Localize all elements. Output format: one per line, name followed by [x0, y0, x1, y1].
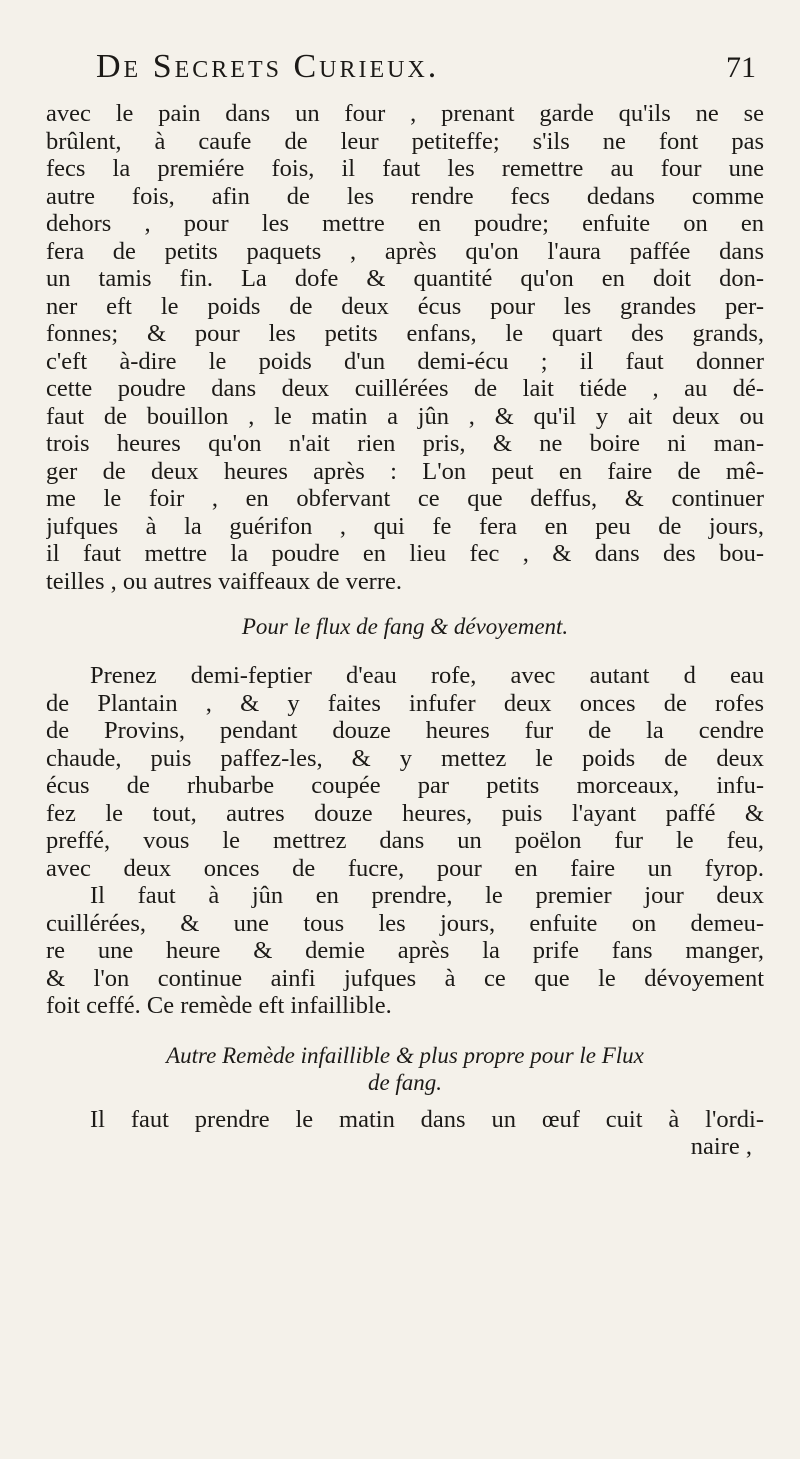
text-line: écus de rhubarbe coupée par petits morceaux, infu-: [46, 772, 764, 799]
text-line: cette poudre dans deux cuillérées de lait tiéde , au dé-: [46, 375, 764, 402]
text-line: foit ceffé. Ce remède eft infaillible.: [46, 992, 392, 1019]
text-line: de Provins, pendant douze heures fur de la cendre: [46, 717, 764, 744]
text-line: avec deux onces de fucre, pour en faire un fyrop.: [46, 854, 764, 882]
text-line: fonnes; & pour les petits enfans, le quart des grands,: [46, 320, 764, 347]
text-line: c'eft à-dire le poids d'un demi-écu ; il faut donner: [46, 347, 764, 375]
text-line: dehors , pour les mettre en poudre; enfuite on en: [46, 210, 764, 237]
paragraph-continued: [46, 100, 764, 595]
text-line: fez le tout, autres douze heures, puis l'ayant paffé &: [46, 799, 764, 827]
paragraph-remedy-2: [46, 1106, 764, 1161]
text-line: faut de bouillon , le matin a jûn , & qu'il y ait deux ou: [46, 402, 764, 430]
text-line: fera de petits paquets , après qu'on l'aura paffée dans: [46, 237, 764, 265]
text-line: avec le pain dans un four , prenant garde qu'ils ne se: [46, 100, 764, 127]
text-line: cuillérées, & une tous les jours, enfuite on demeu-: [46, 909, 764, 937]
text-line: & l'on continue ainfi jufques à ce que le dévoyement: [46, 964, 764, 992]
text-line: il faut mettre la poudre en lieu fec , & dans des bou-: [46, 540, 764, 567]
text-line: preffé, vous le mettrez dans un poëlon fur le feu,: [46, 827, 764, 854]
heading-text: Autre Remède infaillible & plus propre pour le Flux: [166, 1042, 644, 1068]
text-line: ger de deux heures après : L'on peut en faire de mê-: [46, 457, 764, 485]
text-line: trois heures qu'on n'ait rien pris, & ne boire ni man-: [46, 430, 764, 457]
text-line: Prenez demi-feptier d'eau rofe, avec autant d eau: [90, 662, 764, 689]
text-line: ner eft le poids de deux écus pour les grandes per-: [46, 292, 764, 320]
running-title: De Secrets Curieux.: [96, 48, 440, 85]
text-line: chaude, puis paffez-les, & y mettez le poids de deux: [46, 744, 764, 772]
text-line: fecs la premiére fois, il faut les remettre au four une: [46, 155, 764, 182]
text-line: teilles , ou autres vaiffeaux de verre.: [46, 567, 403, 595]
page-header: [46, 48, 764, 98]
text-line: naire ,: [690, 1133, 752, 1160]
section-heading-flux: [46, 613, 764, 640]
heading-text: Pour le flux de fang & dévoyement.: [241, 614, 569, 639]
text-line: brûlent, à caufe de leur petiteffe; s'ils ne font pas: [46, 127, 764, 155]
text-line: Il faut à jûn en prendre, le premier jour deux: [90, 882, 764, 909]
text-line: re une heure & demie après la prife fans manger,: [46, 937, 764, 964]
section-heading-autre-remede: [46, 1042, 764, 1096]
text-line: Il faut prendre le matin dans un œuf cuit à l'ordi-: [90, 1105, 764, 1133]
text-line: jufques à la guérifon , qui fe fera en peu de jours,: [46, 512, 764, 540]
heading-text: de fang.: [367, 1069, 443, 1095]
page-number: 71: [726, 51, 756, 84]
text-line: autre fois, afin de les rendre fecs dedans comme: [46, 182, 764, 210]
text-line: de Plantain , & y faites infufer deux onces de rofes: [46, 689, 764, 717]
text-line: me le foir , en obfervant ce que deffus, & continuer: [46, 485, 764, 512]
text-line: un tamis fin. La dofe & quantité qu'on en doit don-: [46, 265, 764, 292]
paragraph-remedy-1: [46, 662, 764, 1020]
